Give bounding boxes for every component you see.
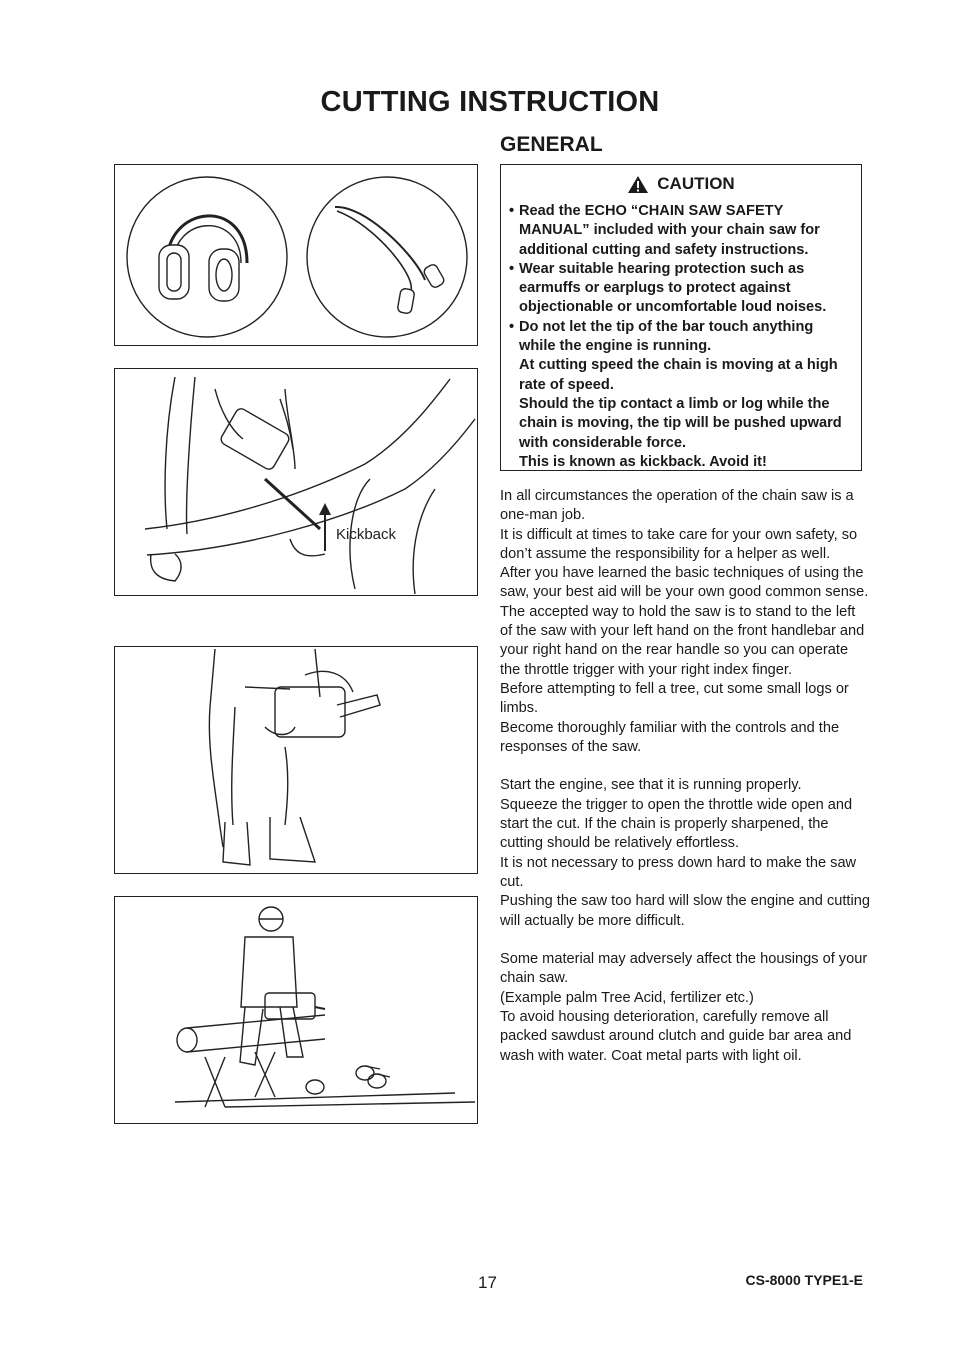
cutting-logs-illustration bbox=[115, 897, 477, 1123]
caution-box bbox=[500, 164, 862, 471]
body-paragraph: Start the engine, see that it is running properly. bbox=[500, 777, 802, 794]
body-paragraph: It is difficult at times to take care for your own safety, so don’t assume the responsibility for a helper as well. bbox=[500, 526, 858, 562]
caution-line: Read the ECHO “CHAIN SAW SAFETY MANUAL” included with your chain saw for additional cutting and safety instructions. bbox=[519, 203, 820, 258]
caution-item bbox=[509, 202, 853, 260]
body-paragraph: Become thoroughly familiar with the controls and the responses of the saw. bbox=[500, 719, 840, 755]
body-text bbox=[500, 487, 870, 1066]
hearing-protection-illustration bbox=[115, 165, 477, 345]
body-paragraph: To avoid housing deterioration, carefully remove all packed sawdust around clutch and guide bar area and wash with water. Coat metal parts with light oil. bbox=[500, 1009, 852, 1064]
bullet: • bbox=[509, 318, 515, 335]
warning-icon bbox=[627, 175, 649, 194]
bullet: • bbox=[509, 203, 515, 219]
caution-line: Do not let the tip of the bar touch anything while the engine is running. bbox=[519, 318, 814, 355]
body-paragraph: Before attempting to fell a tree, cut some small logs or limbs. bbox=[500, 680, 849, 717]
page-number: 17 bbox=[478, 1273, 497, 1292]
hearing-protection-figure bbox=[114, 164, 478, 346]
page-title: CUTTING INSTRUCTION bbox=[320, 86, 660, 118]
holding-saw-figure bbox=[114, 646, 478, 874]
model-code: CS-8000 TYPE1-E bbox=[745, 1272, 863, 1288]
kickback-illustration bbox=[115, 369, 477, 595]
body-paragraph: Pushing the saw too hard will slow the engine and cutting will actually be more difficult. bbox=[500, 893, 870, 929]
cutting-logs-figure bbox=[114, 896, 478, 1124]
caution-item bbox=[509, 318, 853, 472]
caution-heading: CAUTION bbox=[657, 174, 735, 193]
caution-header bbox=[501, 174, 861, 194]
kickback-figure bbox=[114, 368, 478, 596]
caution-item bbox=[509, 260, 853, 318]
section-heading: GENERAL bbox=[500, 133, 603, 156]
caution-line: At cutting speed the chain is moving at a high rate of speed. bbox=[519, 357, 838, 393]
body-paragraph: Some material may adversely affect the housings of your chain saw. bbox=[500, 951, 868, 987]
caution-line: This is known as kickback. Avoid it! bbox=[519, 453, 767, 470]
caution-line: Should the tip contact a limb or log while the chain is moving, the tip will be pushed upward with considerable force. bbox=[519, 395, 842, 451]
body-paragraph: The accepted way to hold the saw is to stand to the left of the saw with your left hand on the front handlebar and your right hand on the rear handle so you can operate the throttle trigger with your right index finger. bbox=[500, 603, 865, 678]
body-paragraph: After you have learned the basic techniques of using the saw, your best aid will be your own good common sense. bbox=[500, 565, 869, 601]
earplugs-circle bbox=[307, 177, 467, 337]
bullet: • bbox=[509, 260, 515, 277]
caution-list bbox=[501, 202, 861, 472]
body-paragraph: In all circumstances the operation of the chain saw is a one-man job. bbox=[500, 488, 854, 524]
body-paragraph: (Example palm Tree Acid, fertilizer etc.) bbox=[500, 989, 754, 1006]
holding-saw-illustration bbox=[115, 647, 477, 873]
caution-line: Wear suitable hearing protection such as earmuffs or earplugs to protect against objectionable or uncomfortable loud noises. bbox=[519, 260, 827, 316]
earmuffs-circle bbox=[127, 177, 287, 337]
kickback-label: Kickback bbox=[336, 526, 397, 543]
body-paragraph: Squeeze the trigger to open the throttle wide open and start the cut. If the chain is properly sharpened, the cutting should be relatively effortless. bbox=[500, 796, 853, 852]
body-paragraph: It is not necessary to press down hard to make the saw cut. bbox=[500, 854, 857, 890]
